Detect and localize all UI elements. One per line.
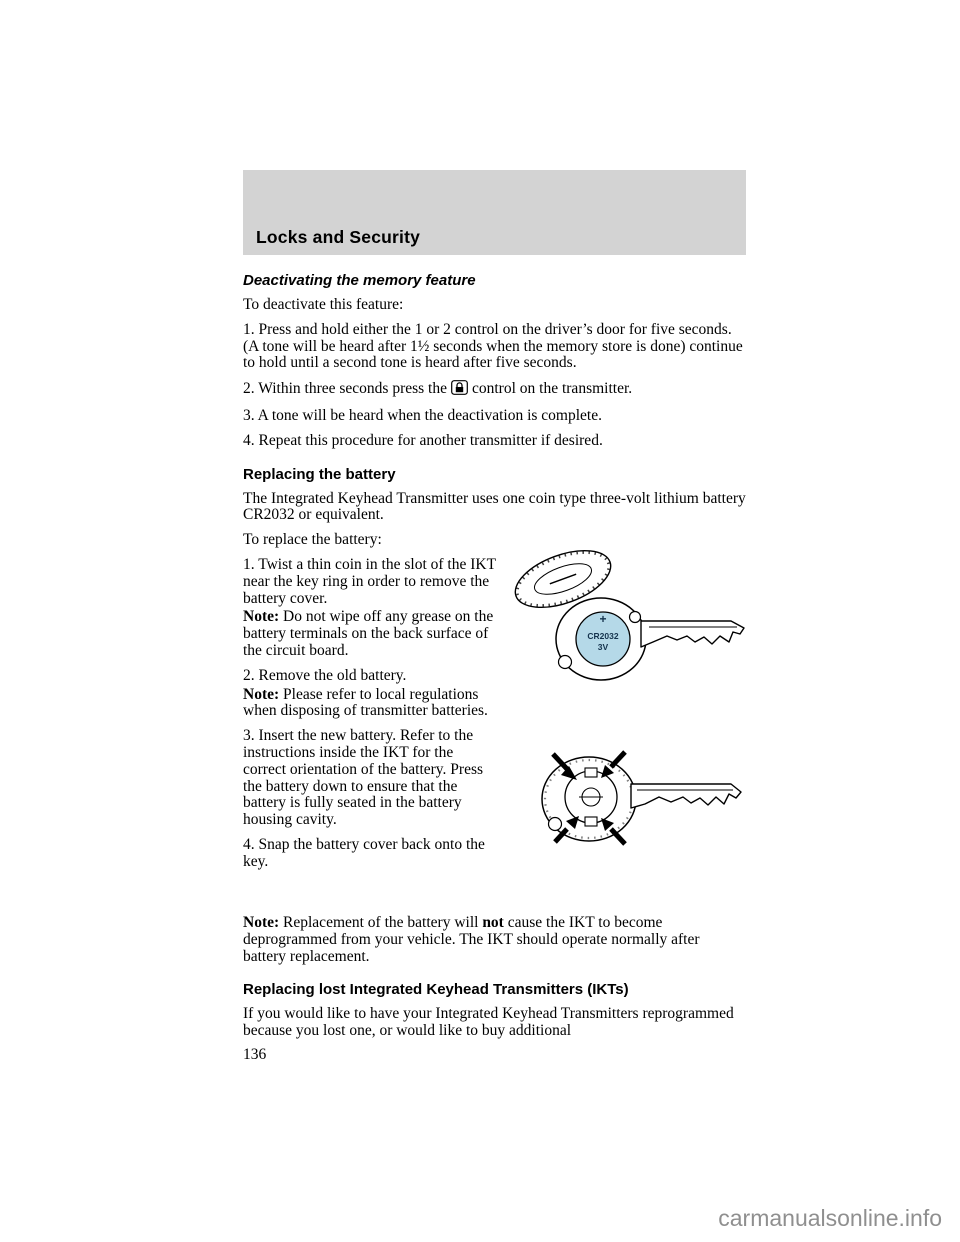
- memory-step-2: [243, 380, 746, 400]
- battery-steps-section: [243, 557, 746, 907]
- battery-intro-1: The Integrated Keyhead Transmitter uses one coin type three-volt lithium battery CR2032 or equivalent.: [243, 489, 746, 524]
- section-title: Locks and Security: [256, 227, 421, 247]
- memory-step-3: 3. A tone will be heard when the deactivation is complete.: [243, 406, 602, 424]
- battery-note-3: [243, 915, 746, 965]
- memory-intro: To deactivate this feature:: [243, 296, 404, 313]
- page-number: 136: [243, 1045, 267, 1063]
- battery-install-illustration: [501, 742, 746, 859]
- battery-voltage-label: 3V: [597, 641, 609, 652]
- battery-note-3-bold: not: [482, 913, 504, 931]
- battery-step-3: 3. Insert the new battery. Refer to the instructions inside the IKT for the correct orientation of the battery. Press the battery down to ensure that the battery is fully seated in the battery housing cavity.: [243, 727, 484, 829]
- lost-ikt-body: If you would like to have your Integrated Keyhead Transmitters reprogrammed because you lost one, or would like to buy additional: [243, 1005, 734, 1040]
- battery-key-illustration: [501, 549, 746, 692]
- lost-ikt-subheading: Replacing lost Integrated Keyhead Transmitters (IKTs): [243, 981, 629, 999]
- battery-subheading: Replacing the battery: [243, 465, 396, 483]
- battery-note-3-post: cause the IKT to become deprogrammed from your vehicle. The IKT should operate normally after battery replacement.: [243, 913, 700, 965]
- watermark: carmanualsonline.info: [718, 1205, 942, 1231]
- memory-step-4: 4. Repeat this procedure for another transmitter if desired.: [243, 431, 603, 449]
- lock-transmitter-icon: [451, 380, 468, 400]
- battery-steps-column: [243, 557, 499, 871]
- battery-step-1: 1. Twist a thin coin in the slot of the IKT near the key ring in order to remove the battery cover.: [243, 555, 496, 607]
- battery-plus-label: +: [599, 611, 607, 626]
- battery-intro-2: To replace the battery:: [243, 531, 382, 549]
- battery-note-2: [243, 687, 499, 721]
- battery-step-2: 2. Remove the old battery.: [243, 666, 407, 684]
- battery-note-2-text: Please refer to local regulations when disposing of transmitter batteries.: [243, 685, 488, 720]
- note-label: Note:: [243, 685, 280, 703]
- battery-note-3-pre: Replacement of the battery will: [279, 913, 483, 931]
- battery-note-1-text: Do not wipe off any grease on the battery terminals on the back surface of the circuit board.: [243, 608, 494, 659]
- battery-model-label: CR2032: [587, 630, 619, 641]
- page-content: [243, 170, 746, 1064]
- section-header-bar: [243, 170, 746, 255]
- memory-step-1: 1. Press and hold either the 1 or 2 control on the driver’s door for five seconds. (A tone will be heard after 1½ seconds when the memory store is done) continue to hold until a second tone is heard after five seconds.: [243, 320, 743, 372]
- battery-note-1: [243, 609, 499, 659]
- memory-subheading: Deactivating the memory feature: [243, 272, 476, 289]
- memory-step-2-post: control on the transmitter.: [472, 380, 633, 398]
- memory-step-2-pre: 2. Within three seconds press the: [243, 380, 447, 398]
- note-label: Note:: [243, 608, 280, 626]
- battery-step-4: 4. Snap the battery cover back onto the key.: [243, 835, 485, 870]
- note-label: Note:: [243, 913, 280, 931]
